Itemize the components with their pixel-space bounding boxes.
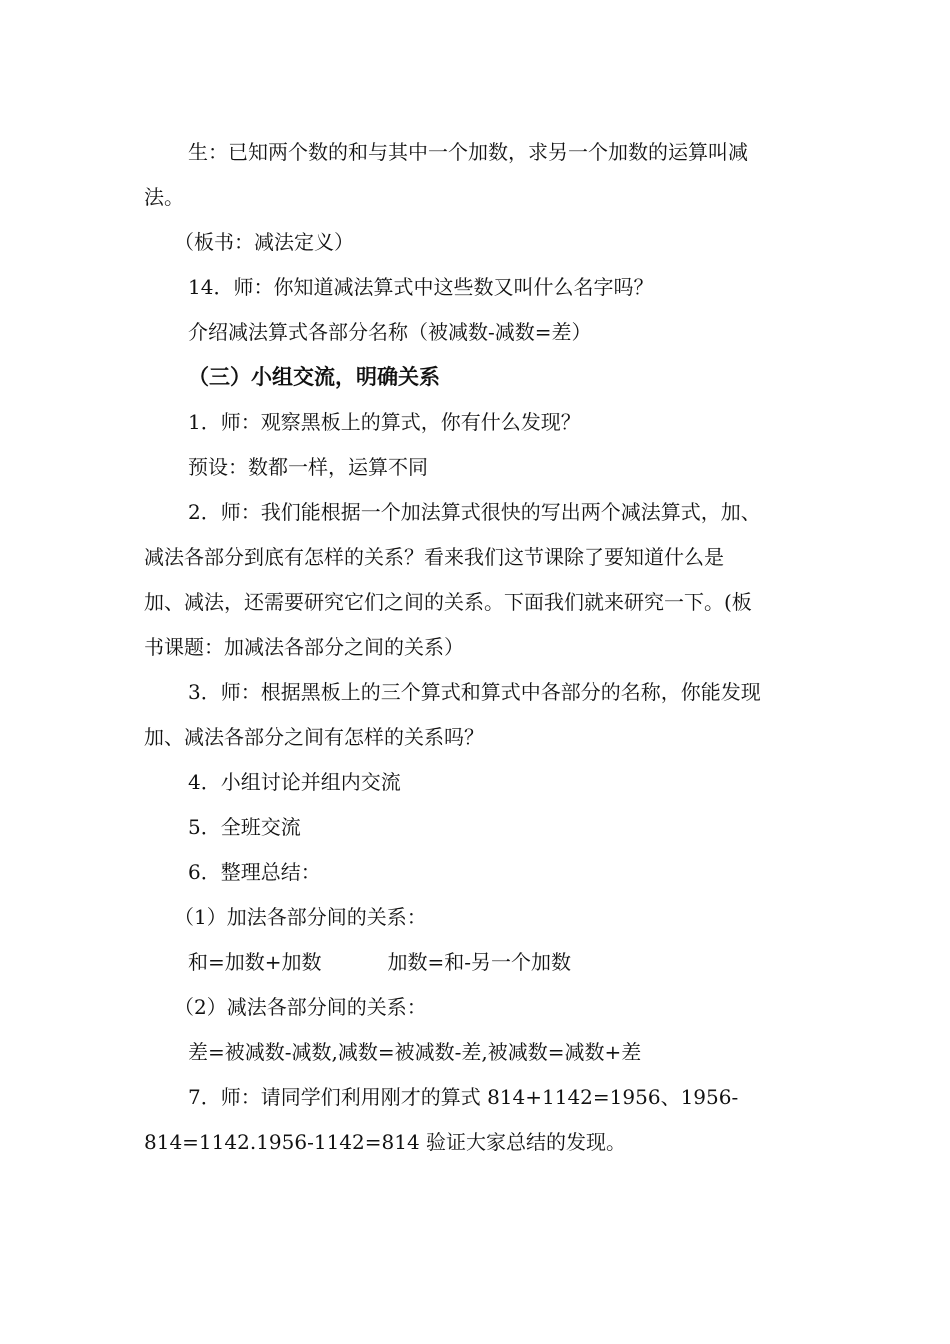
document-body [144, 130, 810, 1165]
formula-line [144, 940, 810, 985]
board-note: （板书：减法定义） [174, 230, 354, 254]
addition-formula-sum: 和=加数+加数 [188, 950, 322, 974]
paragraph-line: 7．师：请同学们利用刚才的算式 814+1142=1956、1956- [188, 1085, 739, 1109]
paragraph-line: 介绍减法算式各部分名称（被减数-减数=差） [188, 320, 592, 344]
paragraph-line: 3．师：根据黑板上的三个算式和算式中各部分的名称，你能发现 [188, 680, 761, 704]
paragraph-line: 书课题：加减法各部分之间的关系） [144, 635, 464, 659]
paragraph-line: 1．师：观察黑板上的算式，你有什么发现？ [188, 410, 581, 434]
section-heading: （三）小组交流，明确关系 [188, 365, 440, 389]
formula-line: 差=被减数-减数,减数=被减数-差,被减数=减数+差 [188, 1040, 642, 1064]
paragraph-line: 14．师：你知道减法算式中这些数又叫什么名字吗？ [188, 275, 654, 299]
paragraph-line: 减法各部分到底有怎样的关系？看来我们这节课除了要知道什么是 [144, 545, 724, 569]
paragraph-line: 加、减法，还需要研究它们之间的关系。下面我们就来研究一下。(板 [144, 590, 752, 614]
subsection-line: （1）加法各部分间的关系： [174, 905, 427, 929]
paragraph-line: 4．小组讨论并组内交流 [188, 770, 401, 794]
paragraph-line: 法。 [144, 185, 184, 209]
paragraph-line: 2．师：我们能根据一个加法算式很快的写出两个减法算式，加、 [188, 500, 761, 524]
paragraph-line: 814=1142.1956-1142=814 验证大家总结的发现。 [144, 1130, 627, 1154]
paragraph-line: 6．整理总结： [188, 860, 321, 884]
paragraph-line: 5．全班交流 [188, 815, 301, 839]
paragraph-line: 预设：数都一样，运算不同 [188, 455, 428, 479]
paragraph-line: 加、减法各部分之间有怎样的关系吗？ [144, 725, 484, 749]
subsection-line: （2）减法各部分间的关系： [174, 995, 427, 1019]
addition-formula-addend: 加数=和-另一个加数 [387, 950, 572, 974]
paragraph-line: 生：已知两个数的和与其中一个加数，求另一个加数的运算叫减 [188, 140, 748, 164]
